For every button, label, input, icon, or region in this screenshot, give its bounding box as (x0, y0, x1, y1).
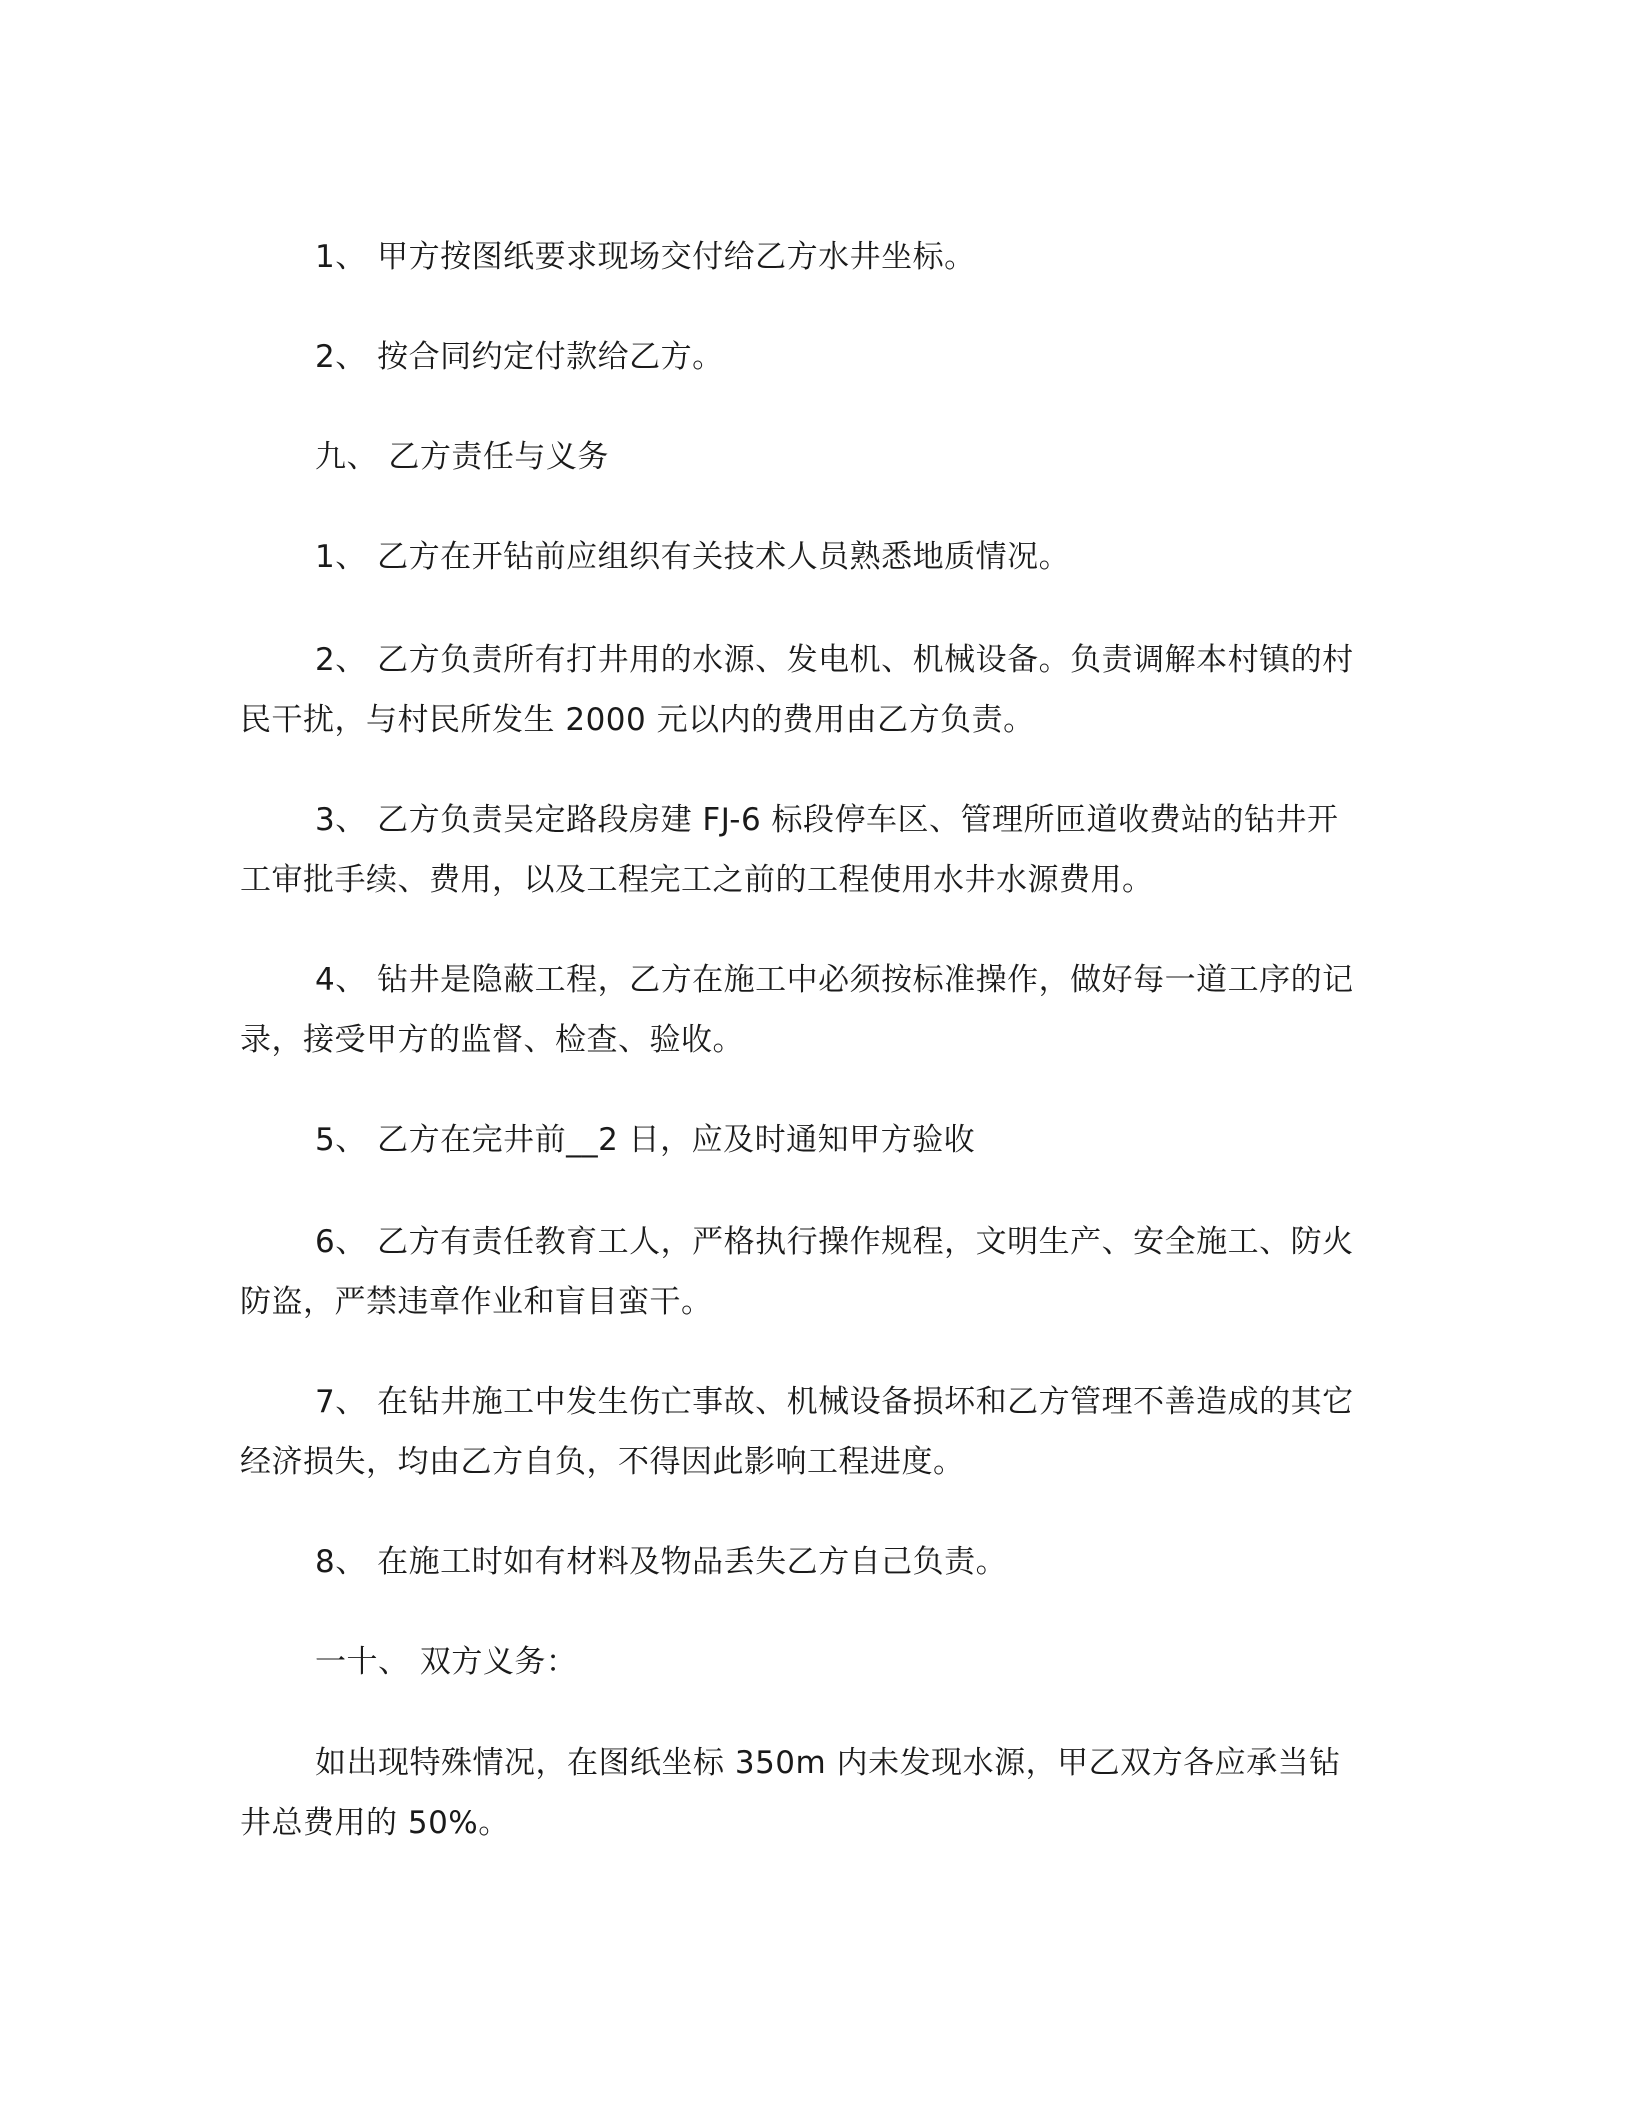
paragraph-party-b-duty-8: 8、 在施工时如有材料及物品丢失乙方自己负责。 (315, 1544, 1008, 1580)
paragraph-mutual-obligation: 如出现特殊情况，在图纸坐标 350m 内未发现水源，甲乙双方各应承当钻井总费用的 50%。 (240, 1745, 1341, 1841)
paragraph-party-b-duty-5: 5、 乙方在完井前__2 日，应及时通知甲方验收 (315, 1122, 976, 1158)
section-heading-ten: 一十、 双方义务： (315, 1644, 578, 1680)
paragraph-party-b-duty-1: 1、 乙方在开钻前应组织有关技术人员熟悉地质情况。 (315, 539, 1071, 575)
paragraph-party-b-duty-4: 4、 钻井是隐蔽工程，乙方在施工中必须按标准操作，做好每一道工序的记录，接受甲方的监督、检查、验收。 (240, 962, 1354, 1058)
section-heading-nine: 九、 乙方责任与义务 (315, 439, 609, 475)
paragraph-party-a-duty-1: 1、 甲方按图纸要求现场交付给乙方水井坐标。 (315, 239, 976, 275)
paragraph-party-b-duty-7: 7、 在钻井施工中发生伤亡事故、机械设备损坏和乙方管理不善造成的其它经济损失，均由乙方自负，不得因此影响工程进度。 (240, 1384, 1354, 1480)
paragraph-party-b-duty-2: 2、 乙方负责所有打井用的水源、发电机、机械设备。负责调解本村镇的村民干扰，与村民所发生 2000 元以内的费用由乙方负责。 (240, 642, 1354, 738)
paragraph-party-b-duty-6: 6、 乙方有责任教育工人，严格执行操作规程，文明生产、安全施工、防火防盗，严禁违章作业和盲目蛮干。 (240, 1224, 1354, 1320)
paragraph-party-b-duty-3: 3、 乙方负责吴定路段房建 FJ-6 标段停车区、管理所匝道收费站的钻井开工审批手续、费用，以及工程完工之前的工程使用水井水源费用。 (240, 802, 1339, 898)
paragraph-party-a-duty-2: 2、 按合同约定付款给乙方。 (315, 339, 724, 375)
